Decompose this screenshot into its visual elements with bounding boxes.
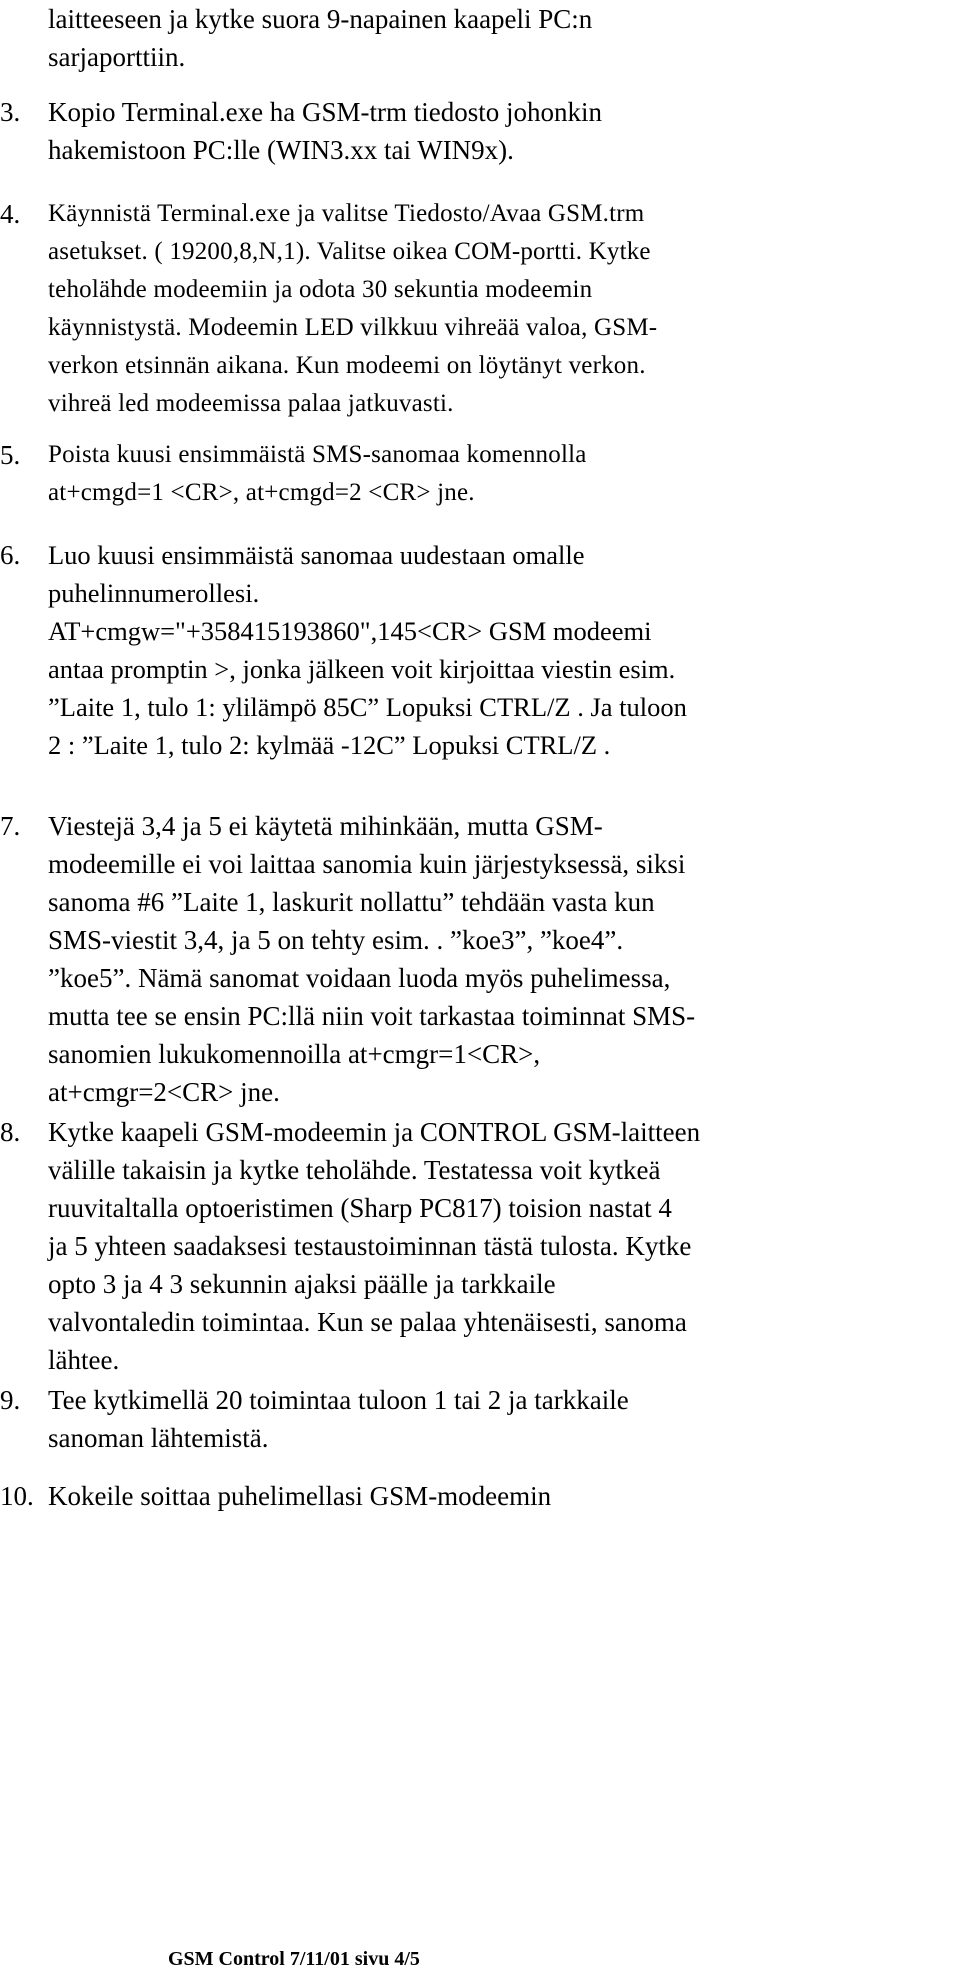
- text-line: Kokeile soittaa puhelimellasi GSM-modeemin: [48, 1481, 552, 1511]
- item-number: 9.: [0, 1385, 21, 1415]
- text-line: Luo kuusi ensimmäistä sanomaa uudestaan omalle: [48, 540, 585, 570]
- text-line: at+cmgr=2<CR> jne.: [48, 1077, 280, 1107]
- text-line: sanomien lukukomennoilla at+cmgr=1<CR>,: [48, 1039, 541, 1069]
- text-line: Tee kytkimellä 20 toimintaa tuloon 1 tai 2 ja tarkkaile: [48, 1385, 629, 1415]
- item-number: 4.: [0, 199, 21, 229]
- text-line: Poista kuusi ensimmäistä SMS-sanomaa komennolla: [48, 441, 587, 468]
- text-line: Viestejä 3,4 ja 5 ei käytetä mihinkään, mutta GSM-: [48, 811, 603, 841]
- text-line: ”koe5”. Nämä sanomat voidaan luoda myös puhelimessa,: [48, 963, 671, 993]
- item-number: 5.: [0, 440, 21, 470]
- text-line: 2 : ”Laite 1, tulo 2: kylmää -12C” Lopuksi CTRL/Z .: [48, 730, 611, 760]
- text-line: SMS-viestit 3,4, ja 5 on tehty esim. . ”koe3”, ”koe4”.: [48, 925, 624, 955]
- text-line: opto 3 ja 4 3 sekunnin ajaksi päälle ja tarkkaile: [48, 1269, 556, 1299]
- text-line: hakemistoon PC:lle (WIN3.xx tai WIN9x).: [48, 135, 514, 165]
- text-line: sanoma #6 ”Laite 1, laskurit nollattu” tehdään vasta kun: [48, 887, 655, 917]
- text-line: puhelinnumerollesi.: [48, 578, 260, 608]
- text-line: Kopio Terminal.exe ha GSM-trm tiedosto johonkin: [48, 97, 603, 127]
- text-line: asetukset. ( 19200,8,N,1). Valitse oikea COM-portti. Kytke: [48, 238, 651, 265]
- text-line: mutta tee se ensin PC:llä niin voit tarkastaa toiminnat SMS-: [48, 1001, 696, 1031]
- text-line: välille takaisin ja kytke teholähde. Testatessa voit kytkeä: [48, 1155, 661, 1185]
- text-line: sanoman lähtemistä.: [48, 1423, 269, 1453]
- text-line: Käynnistä Terminal.exe ja valitse Tiedosto/Avaa GSM.trm: [48, 200, 645, 227]
- text-line: käynnistystä. Modeemin LED vilkkuu vihreää valoa, GSM-: [48, 314, 658, 341]
- item-number: 3.: [0, 97, 21, 127]
- text-line: sarjaporttiin.: [48, 42, 186, 72]
- item-number: 6.: [0, 540, 21, 570]
- text-line: teholähde modeemiin ja odota 30 sekuntia modeemin: [48, 276, 593, 303]
- item-number: 7.: [0, 811, 21, 841]
- text-line: modeemille ei voi laittaa sanomia kuin järjestyksessä, siksi: [48, 849, 686, 879]
- page-footer: GSM Control 7/11/01 sivu 4/5: [168, 1948, 420, 1970]
- text-line: ”Laite 1, tulo 1: ylilämpö 85C” Lopuksi CTRL/Z . Ja tuloon: [48, 692, 687, 722]
- text-line: antaa promptin >, jonka jälkeen voit kirjoittaa viestin esim.: [48, 654, 676, 684]
- text-line: AT+cmgw="+358415193860",145<CR> GSM modeemi: [48, 616, 652, 646]
- text-line: laitteeseen ja kytke suora 9-napainen kaapeli PC:n: [48, 4, 593, 34]
- text-line: Kytke kaapeli GSM-modeemin ja CONTROL GSM-laitteen: [48, 1117, 701, 1147]
- text-line: vihreä led modeemissa palaa jatkuvasti.: [48, 390, 454, 417]
- text-line: ruuvitaltalla optoeristimen (Sharp PC817) toision nastat 4: [48, 1193, 672, 1223]
- text-line: at+cmgd=1 <CR>, at+cmgd=2 <CR> jne.: [48, 479, 475, 506]
- text-line: lähtee.: [48, 1345, 120, 1375]
- text-line: valvontaledin toimintaa. Kun se palaa yhtenäisesti, sanoma: [48, 1307, 687, 1337]
- item-number: 10.: [0, 1481, 34, 1511]
- text-line: verkon etsinnän aikana. Kun modeemi on löytänyt verkon.: [48, 352, 646, 379]
- item-number: 8.: [0, 1117, 21, 1147]
- text-line: ja 5 yhteen saadaksesi testaustoiminnan tästä tulosta. Kytke: [48, 1231, 692, 1261]
